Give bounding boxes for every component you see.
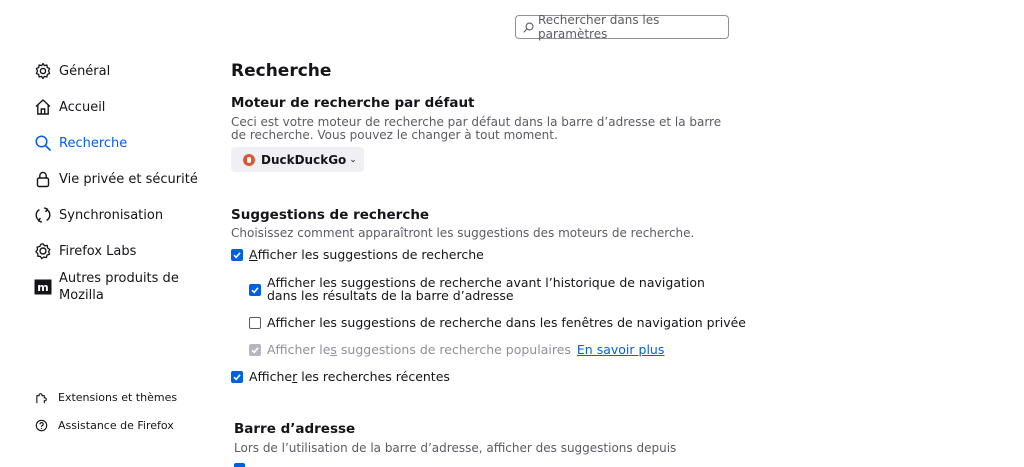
sync-icon <box>34 206 52 224</box>
sidebar-item-label: Firefox Labs <box>59 243 137 259</box>
default-engine-heading: Moteur de recherche par défaut <box>231 95 475 111</box>
default-engine-select[interactable] <box>231 147 364 172</box>
sidebar-item-label: Autres produits de Mozilla <box>59 271 179 303</box>
suggestions-description: Choisissez comment apparaîtront les suggestions des moteurs de recherche. <box>231 226 695 240</box>
lock-icon <box>34 170 52 188</box>
sidebar-item-privacy[interactable] <box>34 170 198 188</box>
address-bar-option-checkbox[interactable] <box>234 463 245 467</box>
settings-search-input[interactable] <box>515 15 729 39</box>
sidebar-item-sync[interactable] <box>34 206 163 224</box>
home-icon <box>34 98 52 116</box>
recent-searches-label: Afficher les recherches récentes <box>249 369 450 384</box>
sidebar-item-search[interactable] <box>34 134 127 152</box>
suggestions-before-history-checkbox[interactable] <box>249 276 729 302</box>
private-windows-suggestions-checkbox[interactable] <box>249 316 746 329</box>
trending-suggestions-checkbox <box>249 343 664 356</box>
svg-text:m: m <box>37 281 49 295</box>
sidebar-footer-label: Assistance de Firefox <box>58 418 174 432</box>
search-icon <box>523 22 534 33</box>
address-bar-description: Lors de l’utilisation de la barre d’adresse, afficher des suggestions depuis <box>234 441 677 455</box>
sidebar-footer-extensions[interactable] <box>34 390 177 404</box>
checkbox-checked-icon <box>231 371 243 383</box>
show-suggestions-checkbox[interactable] <box>231 248 484 261</box>
sidebar-item-label: Accueil <box>59 99 106 115</box>
sidebar-item-home[interactable] <box>34 98 105 116</box>
labs-icon <box>34 242 52 260</box>
checkbox-disabled-icon <box>249 344 261 356</box>
puzzle-icon <box>34 390 48 404</box>
sidebar-item-label: Synchronisation <box>59 207 164 223</box>
default-engine-value: DuckDuckGo <box>261 152 347 167</box>
chevron-down-icon: ⌄ <box>349 154 357 165</box>
recent-searches-checkbox[interactable] <box>231 370 450 383</box>
checkbox-checked-icon <box>231 249 243 261</box>
gear-icon <box>34 62 52 80</box>
checkbox-unchecked-icon <box>249 317 261 329</box>
suggestions-before-history-label: Afficher les suggestions de recherche avant l’historique de navigation dans les résultats de la barre d’adresse <box>267 275 705 303</box>
learn-more-link[interactable]: En savoir plus <box>576 342 665 357</box>
search-placeholder: Rechercher dans les paramètres <box>538 13 660 41</box>
duckduckgo-icon <box>243 154 255 166</box>
private-windows-suggestions-label: Afficher les suggestions de recherche dans les fenêtres de navigation privée <box>267 315 746 330</box>
suggestions-heading: Suggestions de recherche <box>231 207 430 223</box>
sidebar-item-label: Recherche <box>59 135 128 151</box>
sidebar-item-general[interactable] <box>34 62 110 80</box>
sidebar-footer-label: Extensions et thèmes <box>58 390 178 404</box>
sidebar-item-label: Général <box>59 63 111 79</box>
address-bar-heading: Barre d’adresse <box>234 421 356 437</box>
sidebar-item-mozilla[interactable] <box>34 270 179 304</box>
help-icon <box>34 418 48 432</box>
show-suggestions-label: Afficher les suggestions de recherche <box>249 247 484 262</box>
checkbox-checked-icon <box>249 284 261 296</box>
sidebar-item-labs[interactable] <box>34 242 136 260</box>
sidebar-footer-help[interactable] <box>34 418 174 432</box>
mozilla-icon <box>34 278 52 296</box>
page-title: Recherche <box>231 61 332 81</box>
search-icon <box>34 134 52 152</box>
trending-suggestions-label: Afficher les suggestions de recherche populaires <box>267 342 571 357</box>
sidebar-item-label: Vie privée et sécurité <box>59 171 198 187</box>
default-engine-description: Ceci est votre moteur de recherche par défaut dans la barre d’adresse et la barre de recherche. Vous pouvez le changer à tout moment. <box>231 115 722 142</box>
